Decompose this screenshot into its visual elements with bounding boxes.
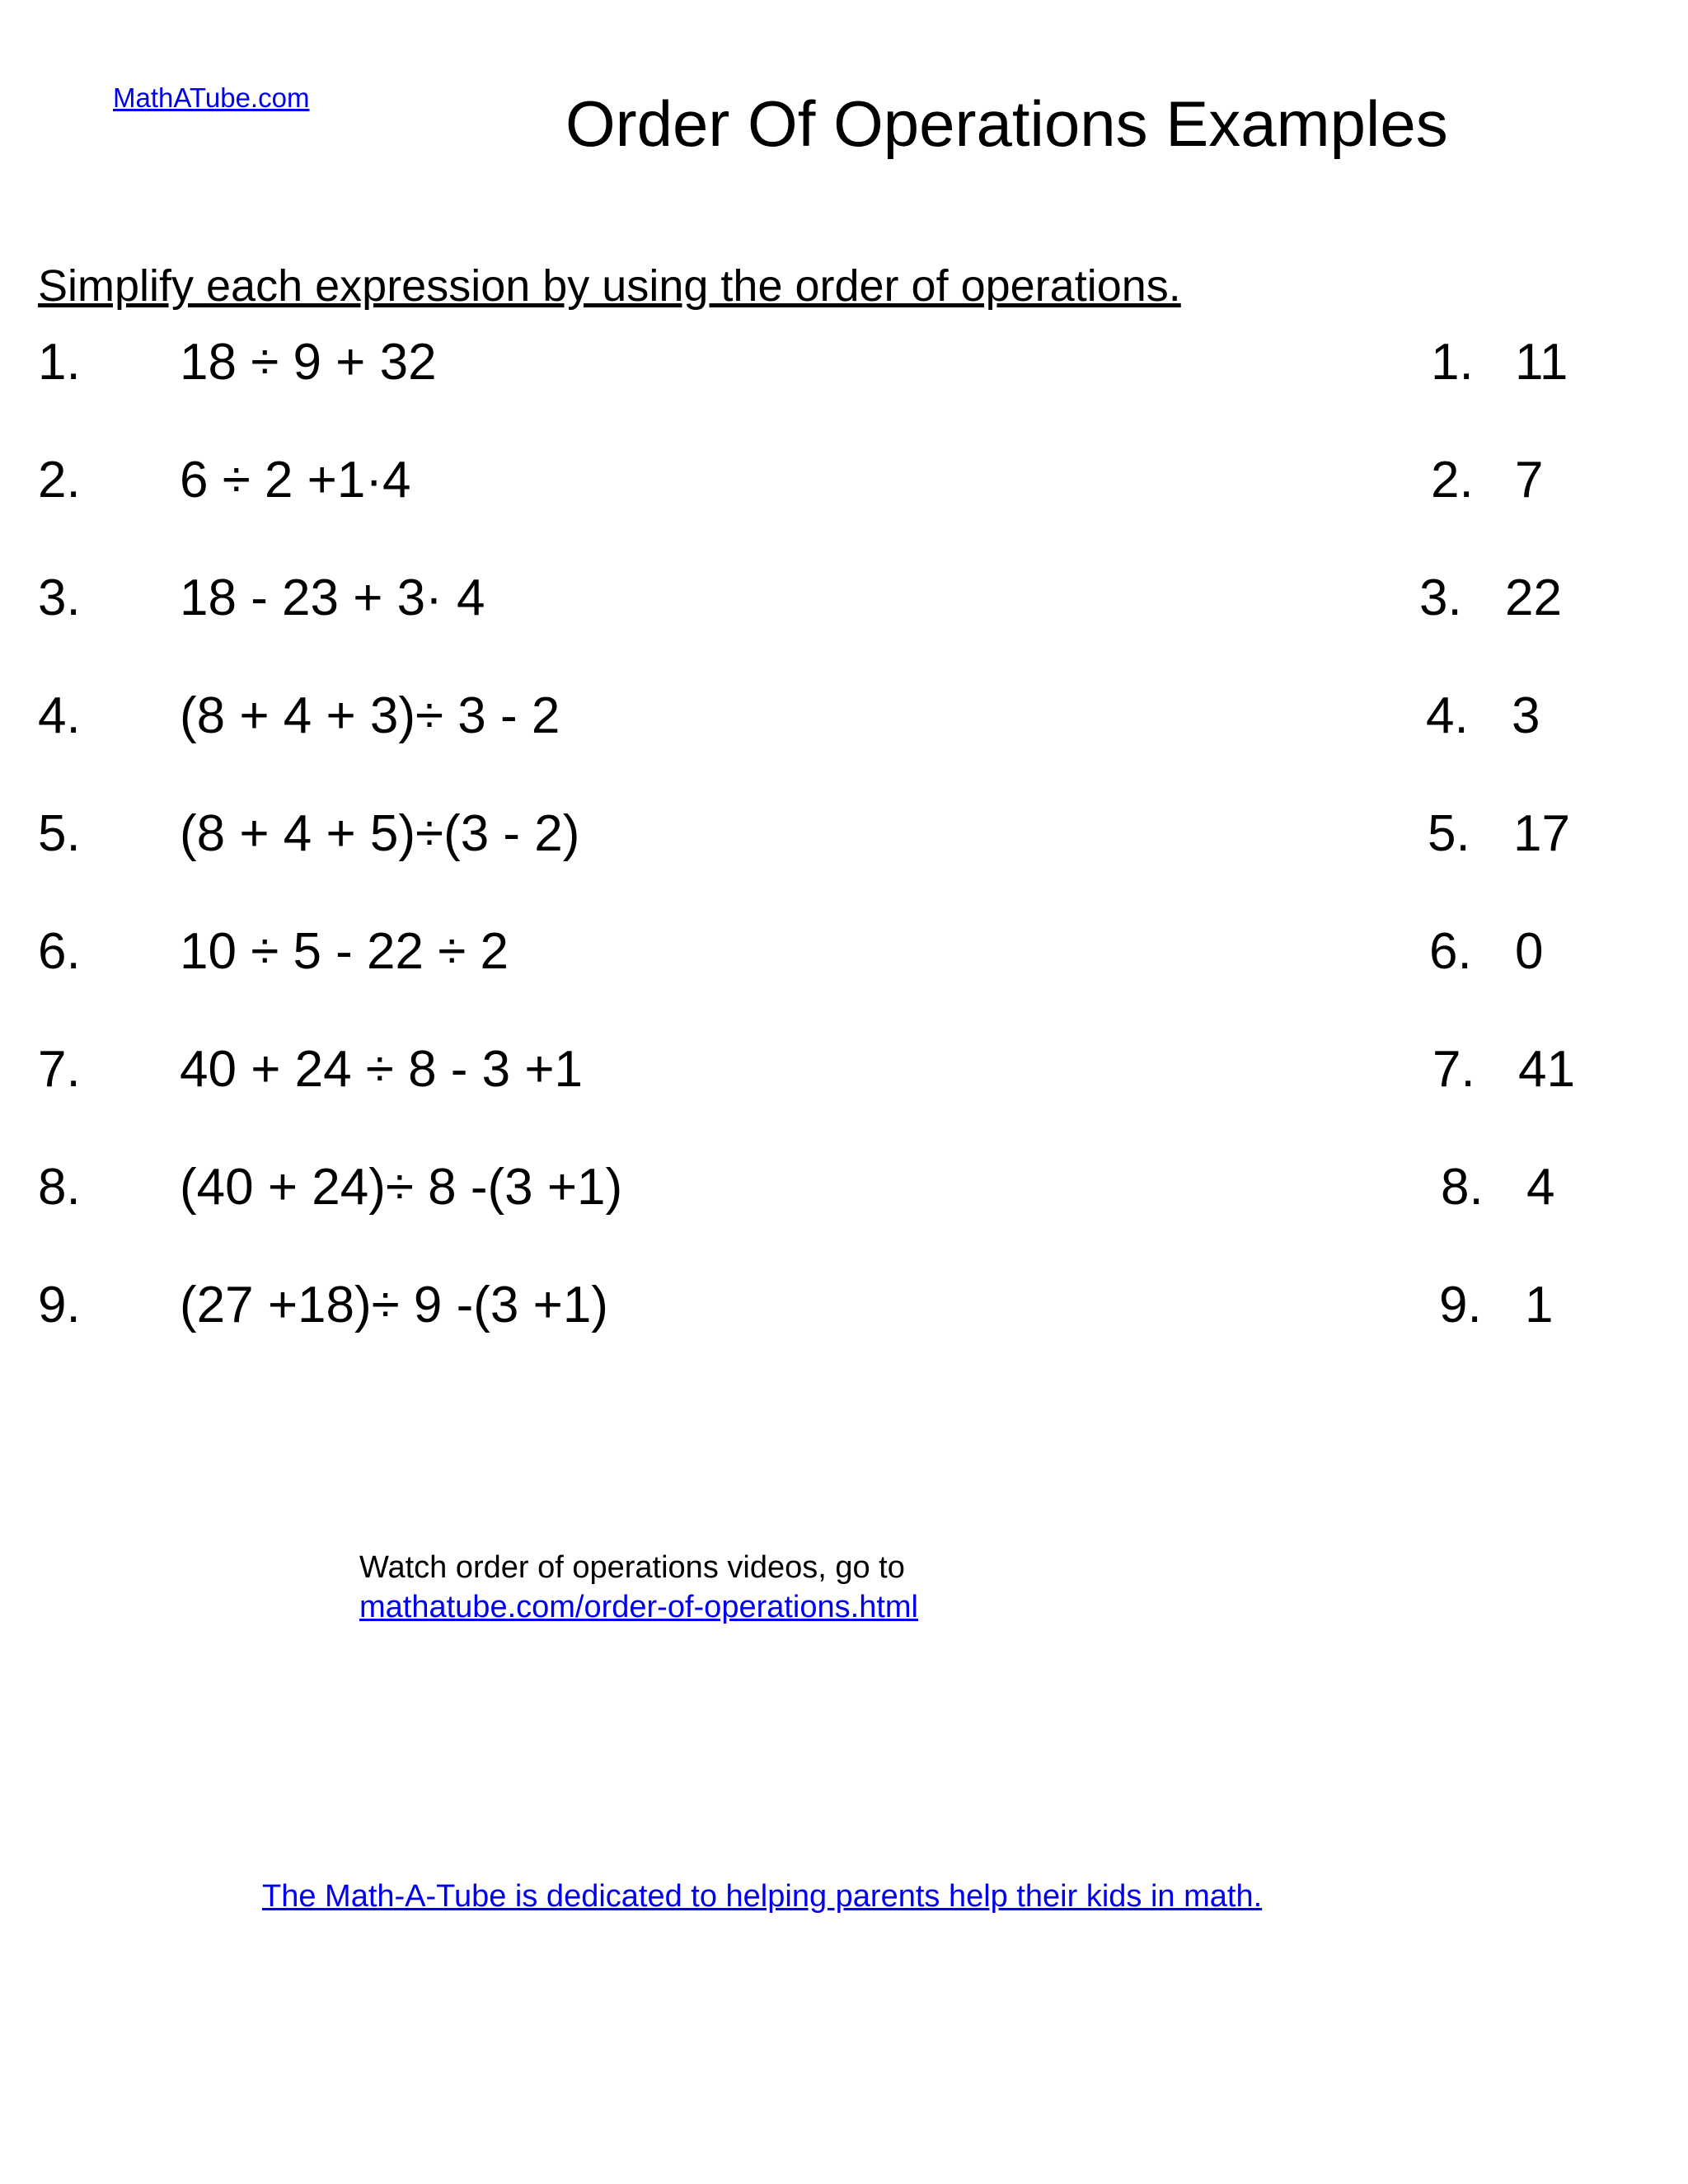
answer-value: 22 <box>1505 569 1562 626</box>
problem-expression: 18 ÷ 9 + 32 <box>180 334 437 391</box>
answer-value: 17 <box>1513 805 1570 862</box>
video-note-text: Watch order of operations videos, go to <box>359 1550 905 1585</box>
answer-value: 41 <box>1518 1041 1575 1098</box>
problem-expression: (40 + 24)÷ 8 -(3 +1) <box>180 1159 623 1216</box>
problem-row <box>0 683 1688 749</box>
answer-value: 1 <box>1525 1277 1554 1333</box>
video-note <box>359 1548 918 1627</box>
problem-number: 6. <box>38 923 81 980</box>
answer-value: 3 <box>1512 687 1540 744</box>
problem-row <box>0 801 1688 867</box>
problem-number: 2. <box>38 452 81 509</box>
problem-expression: 10 ÷ 5 - 22 ÷ 2 <box>180 923 509 980</box>
footer-link[interactable]: The Math-A-Tube is dedicated to helping parents help their kids in math. <box>262 1879 1263 1914</box>
answer-number: 2. <box>1431 452 1474 509</box>
problem-expression: (27 +18)÷ 9 -(3 +1) <box>180 1277 608 1333</box>
answer-number: 5. <box>1428 805 1470 862</box>
problem-expression: 18 - 23 + 3· 4 <box>180 569 485 626</box>
answer-value: 7 <box>1515 452 1544 509</box>
answer-number: 7. <box>1432 1041 1475 1098</box>
answer-value: 4 <box>1526 1159 1555 1216</box>
site-link[interactable]: MathATube.com <box>113 82 310 113</box>
problem-row <box>0 330 1688 396</box>
problem-expression: (8 + 4 + 5)÷(3 - 2) <box>180 805 580 862</box>
problem-number: 7. <box>38 1041 81 1098</box>
answer-value: 0 <box>1515 923 1544 980</box>
problem-row <box>0 1155 1688 1221</box>
problem-row <box>0 448 1688 513</box>
problem-number: 3. <box>38 569 81 626</box>
problem-number: 5. <box>38 805 81 862</box>
answer-number: 6. <box>1429 923 1472 980</box>
problem-expression: 40 + 24 ÷ 8 - 3 +1 <box>180 1041 584 1098</box>
answer-number: 3. <box>1419 569 1462 626</box>
problem-number: 4. <box>38 687 81 744</box>
problem-row <box>0 919 1688 985</box>
problem-number: 9. <box>38 1277 81 1333</box>
answer-value: 11 <box>1515 334 1568 391</box>
problem-expression: 6 ÷ 2 +1·4 <box>180 452 411 509</box>
problem-expression: (8 + 4 + 3)÷ 3 - 2 <box>180 687 560 744</box>
problem-number: 1. <box>38 334 81 391</box>
answer-number: 1. <box>1431 334 1474 391</box>
problem-row <box>0 1037 1688 1103</box>
answer-number: 4. <box>1426 687 1469 744</box>
problem-number: 8. <box>38 1159 81 1216</box>
answer-number: 8. <box>1441 1159 1484 1216</box>
problem-row <box>0 1272 1688 1338</box>
answer-number: 9. <box>1439 1277 1482 1333</box>
instructions: Simplify each expression by using the order of operations. <box>38 261 1181 311</box>
page-title: Order Of Operations Examples <box>565 87 1448 160</box>
problem-row <box>0 565 1688 631</box>
video-link[interactable]: mathatube.com/order-of-operations.html <box>359 1590 918 1624</box>
